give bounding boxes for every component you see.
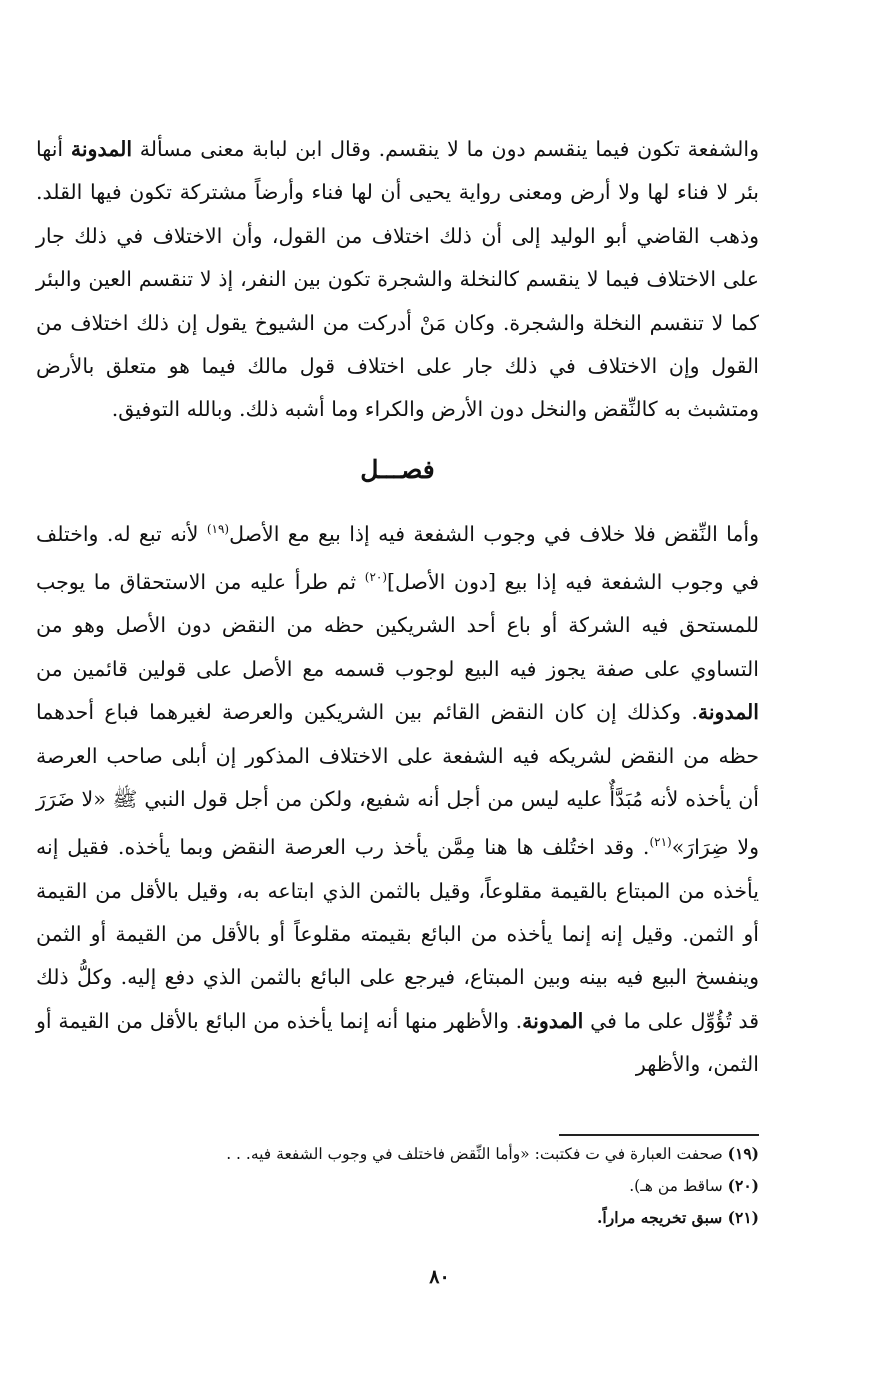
bold-term-mudawwana: المدونة xyxy=(697,700,759,725)
footnote-number: (١٩) xyxy=(727,1144,759,1163)
paragraph-2-text-f: . والأظهر منها أنه إنما يأخذه من البائع بالأقل من القيمة أو الثمن، والأظهر xyxy=(36,1008,759,1077)
paragraph-2-text-a: وأما النِّقض فلا خلاف في وجوب الشفعة فيه إذا بيع مع الأصل xyxy=(229,521,759,546)
footnote-text: صحفت العبارة في ت فكتبت: «وأما النِّقض فاختلف في وجوب الشفعة فيه. . . xyxy=(226,1145,728,1163)
footnote-ref-19: (١٩) xyxy=(206,521,230,536)
footnote-19 xyxy=(116,1138,759,1170)
footnote-text: ساقط من هـ). xyxy=(629,1177,728,1195)
footnote-21 xyxy=(116,1202,759,1234)
paragraph-2-text-d: . وكذلك إن كان النقض القائم بين الشريكين والعرصة لغيرهما فباع أحدهما حظه من النقض لشريكه فيه الشفعة على الاختلاف المذكور إن أبلى صاحب العرصة أن يأخذه لأنه مُبَدَّأٌ عليه ليس من أجل أنه شفيع، ولكن من أجل قول النبي ﷺ «لا ضَرَرَ ولا ضِرَارَ» xyxy=(36,700,759,860)
footnote-ref-20: (٢٠) xyxy=(364,570,388,585)
section-heading xyxy=(36,450,759,490)
paragraph-1-text-b: أنها بئر لا فناء لها ولا أرض ومعنى رواية يحيى أن لها فناء وأرضاً مشتركة تكون فيها القلد. وذهب القاضي أبو الوليد إلى أن ذلك اختلاف من القول، وأن الاختلاف في ذلك جار على الاختلاف فيما لا ينقسم كالنخلة والشجرة تكون بين النفر، إذ لا تنقسم العين والبئر كما لا تنقسم النخلة والشجرة. وكان مَنْ أدركت من الشيوخ يقول إن ذلك اختلاف من القول وإن الاختلاف في ذلك جار على اختلاف قول مالك فيما هو متعلق بالأرض ومتشبث به كالنِّقض والنخل دون الأرض والكراء وما أشبه ذلك. وبالله التوفيق. xyxy=(36,137,759,422)
footnote-divider xyxy=(559,1134,759,1136)
footnote-number: (٢١) xyxy=(727,1208,759,1227)
paragraph-1-text-a: والشفعة تكون فيما ينقسم دون ما لا ينقسم. وقال ابن لبابة معنى مسألة xyxy=(132,137,759,161)
paragraph-2-text-e: . وقد اختُلف ها هنا مِمَّن يأخذ رب العرصة النقض وبما يأخذه. فقيل إنه يأخذه من المبتاع بالقيمة مقلوعاً، وقيل بالثمن الذي ابتاعه به، وقيل بالأقل من القيمة أو الثمن. وقيل إنه إنما يأخذه من البائع بقيمته مقلوعاً أو بالأقل من القيمة أو الثمن وينفسخ البيع فيه بينه وبين المبتاع، فيرجع على البائع بالثمن الذي دفع إليه. وكلُّ ذلك قد تُؤُوِّل على ما في xyxy=(36,835,759,1033)
footnote-ref-21: (٢١) xyxy=(649,835,672,850)
paragraph-2-text-c: ثم طرأ عليه من الاستحقاق ما يوجب للمستحق فيه الشركة أو باع أحد الشريكين حظه من النقض دون الأصل وهو من التساوي على صفة يجوز فيه البيع لوجوب قسمه مع الأصل على قولين قائمين من xyxy=(36,569,759,681)
page-body xyxy=(36,128,759,1087)
bold-term-mudawwana: المدونة xyxy=(522,1008,584,1033)
footnote-text: سبق تخريجه مراراً. xyxy=(597,1208,728,1227)
footnote-number: (٢٠) xyxy=(727,1176,759,1195)
paragraph-1 xyxy=(36,128,759,432)
paragraph-2-text-b: لأنه تبع له. واختلف في وجوب الشفعة فيه إذا بيع [دون الأصل] xyxy=(36,521,759,594)
bold-term-mudawwana: المدونة xyxy=(70,137,133,161)
section-heading-text: فصـــل xyxy=(360,454,435,484)
page-number: ٨٠ xyxy=(429,1266,450,1288)
footnotes xyxy=(116,1138,759,1234)
footnote-20 xyxy=(116,1170,759,1202)
paragraph-2 xyxy=(36,508,759,1087)
